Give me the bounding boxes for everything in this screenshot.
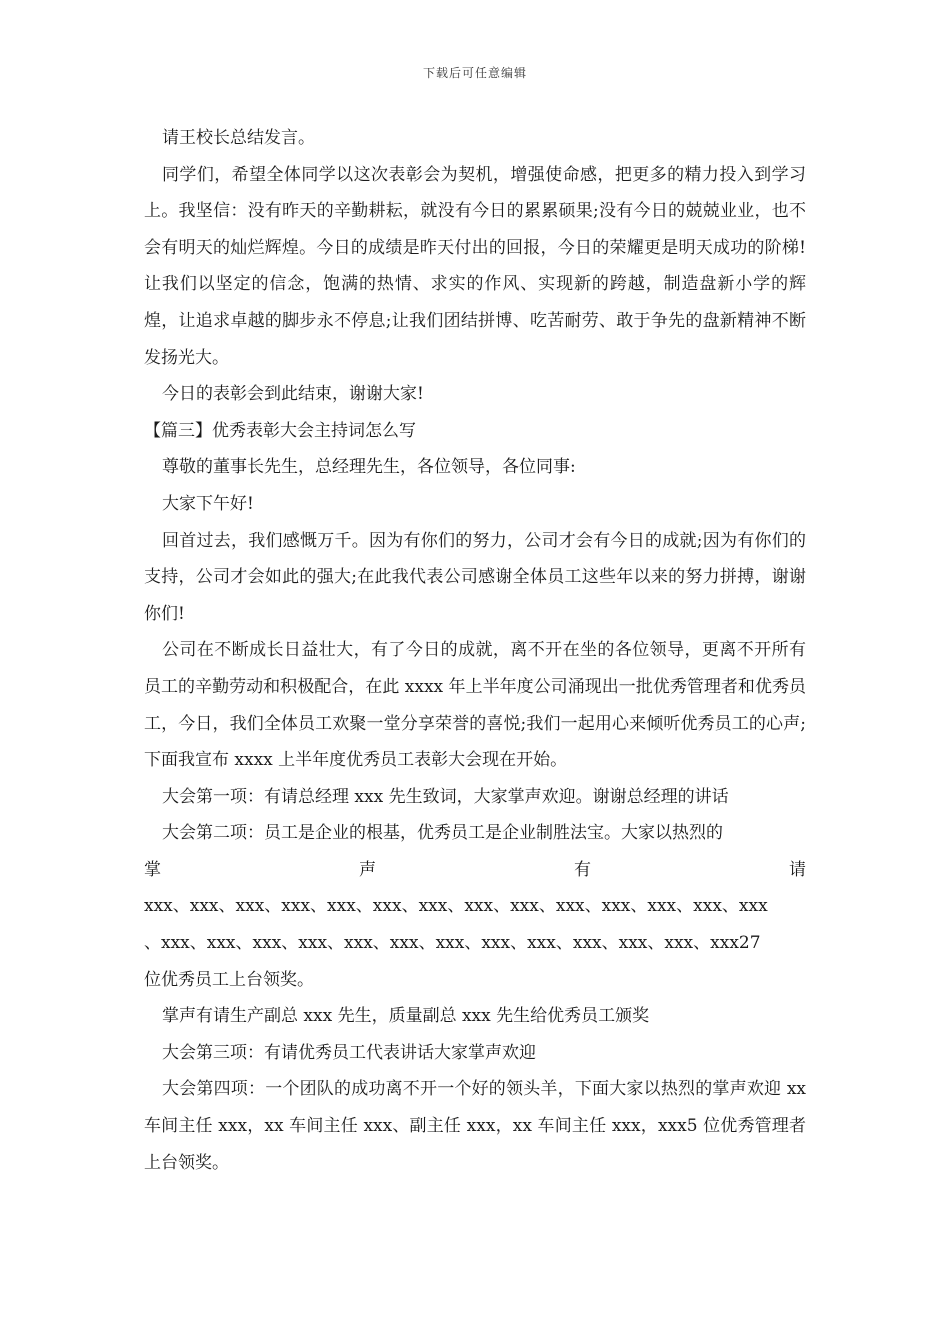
paragraph-award-presenters: 掌声有请生产副总 xxx 先生，质量副总 xxx 先生给优秀员工颁奖: [162, 1006, 650, 1027]
paragraph-meeting-end: 今日的表彰会到此结束，谢谢大家!: [162, 384, 424, 405]
paragraph-greeting: 大家下午好!: [162, 493, 254, 514]
paragraph-item-two-line1: 大会第二项：员工是企业的根基，优秀员工是企业制胜法宝。大家以热烈的: [162, 823, 723, 844]
paragraph-item-four: 大会第四项：一个团队的成功离不开一个好的领头羊，下面大家以热烈的掌声欢迎 xx 车间主任 xxx，xx 车间主任 xxx、副主任 xxx，xx 车间主任 xxx，xxx5 位优秀管理者上台领奖。: [144, 1079, 806, 1173]
spread-char: 请: [789, 859, 806, 880]
paragraph-item-three: 大会第三项：有请优秀员工代表讲话大家掌声欢迎: [162, 1042, 536, 1063]
section-heading: 【篇三】优秀表彰大会主持词怎么写: [144, 420, 416, 441]
paragraph-item-one: 大会第一项：有请总经理 xxx 先生致词，大家掌声欢迎。谢谢总经理的讲话: [162, 786, 729, 807]
paragraph-retrospect: 回首过去，我们感慨万千。因为有你们的努力，公司才会有今日的成就;因为有你们的支持，公司才会如此的强大;在此我代表公司感谢全体员工这些年以来的努力拼搏，谢谢你们!: [144, 530, 806, 624]
page-header: 下载后可任意编辑: [422, 66, 527, 80]
paragraph-closing-request: 请王校长总结发言。: [162, 128, 315, 148]
paragraph-item-two-names-line2: 、xxx、xxx、xxx、xxx、xxx、xxx、xxx、xxx、xxx、xxx、xxx、xxx、xxx27: [144, 933, 761, 954]
paragraph-salutation: 尊敬的董事长先生，总经理先生，各位领导，各位同事:: [162, 457, 576, 478]
spread-char: 声: [359, 859, 376, 880]
document-body: [144, 120, 806, 1181]
spread-char: 掌: [144, 859, 161, 880]
paragraph-item-two-end: 位优秀员工上台领奖。: [144, 969, 314, 990]
paragraph-item-two-names-line1: xxx、xxx、xxx、xxx、xxx、xxx、xxx、xxx、xxx、xxx、xxx、xxx、xxx、xxx: [144, 896, 768, 917]
paragraph-company-growth: 公司在不断成长日益壮大，有了今日的成就，离不开在坐的各位领导，更离不开所有员工的辛勤劳动和积极配合，在此 xxxx 年上半年度公司涌现出一批优秀管理者和优秀员工，今日，我们全体员工欢聚一堂分享荣誉的喜悦;我们一起用心来倾听优秀员工的心声;下面我宣布 xxxx 上半年度优秀员工表彰大会现在开始。: [144, 640, 806, 771]
paragraph-students-address: 同学们，希望全体同学以这次表彰会为契机，增强使命感，把更多的精力投入到学习上。我坚信：没有昨天的辛勤耕耘，就没有今日的累累硕果;没有今日的兢兢业业，也不会有明天的灿烂辉煌。今日的成绩是昨天付出的回报，今日的荣耀更是明天成功的阶梯!让我们以坚定的信念，饱满的热情、求实的作风、实现新的跨越，制造盘新小学的辉煌，让追求卓越的脚步永不停息;让我们团结拼博、吃苦耐劳、敢于争先的盘新精神不断发扬光大。: [144, 164, 806, 368]
paragraph-item-two-spread-line: [144, 852, 806, 889]
spread-char: 有: [574, 859, 591, 880]
